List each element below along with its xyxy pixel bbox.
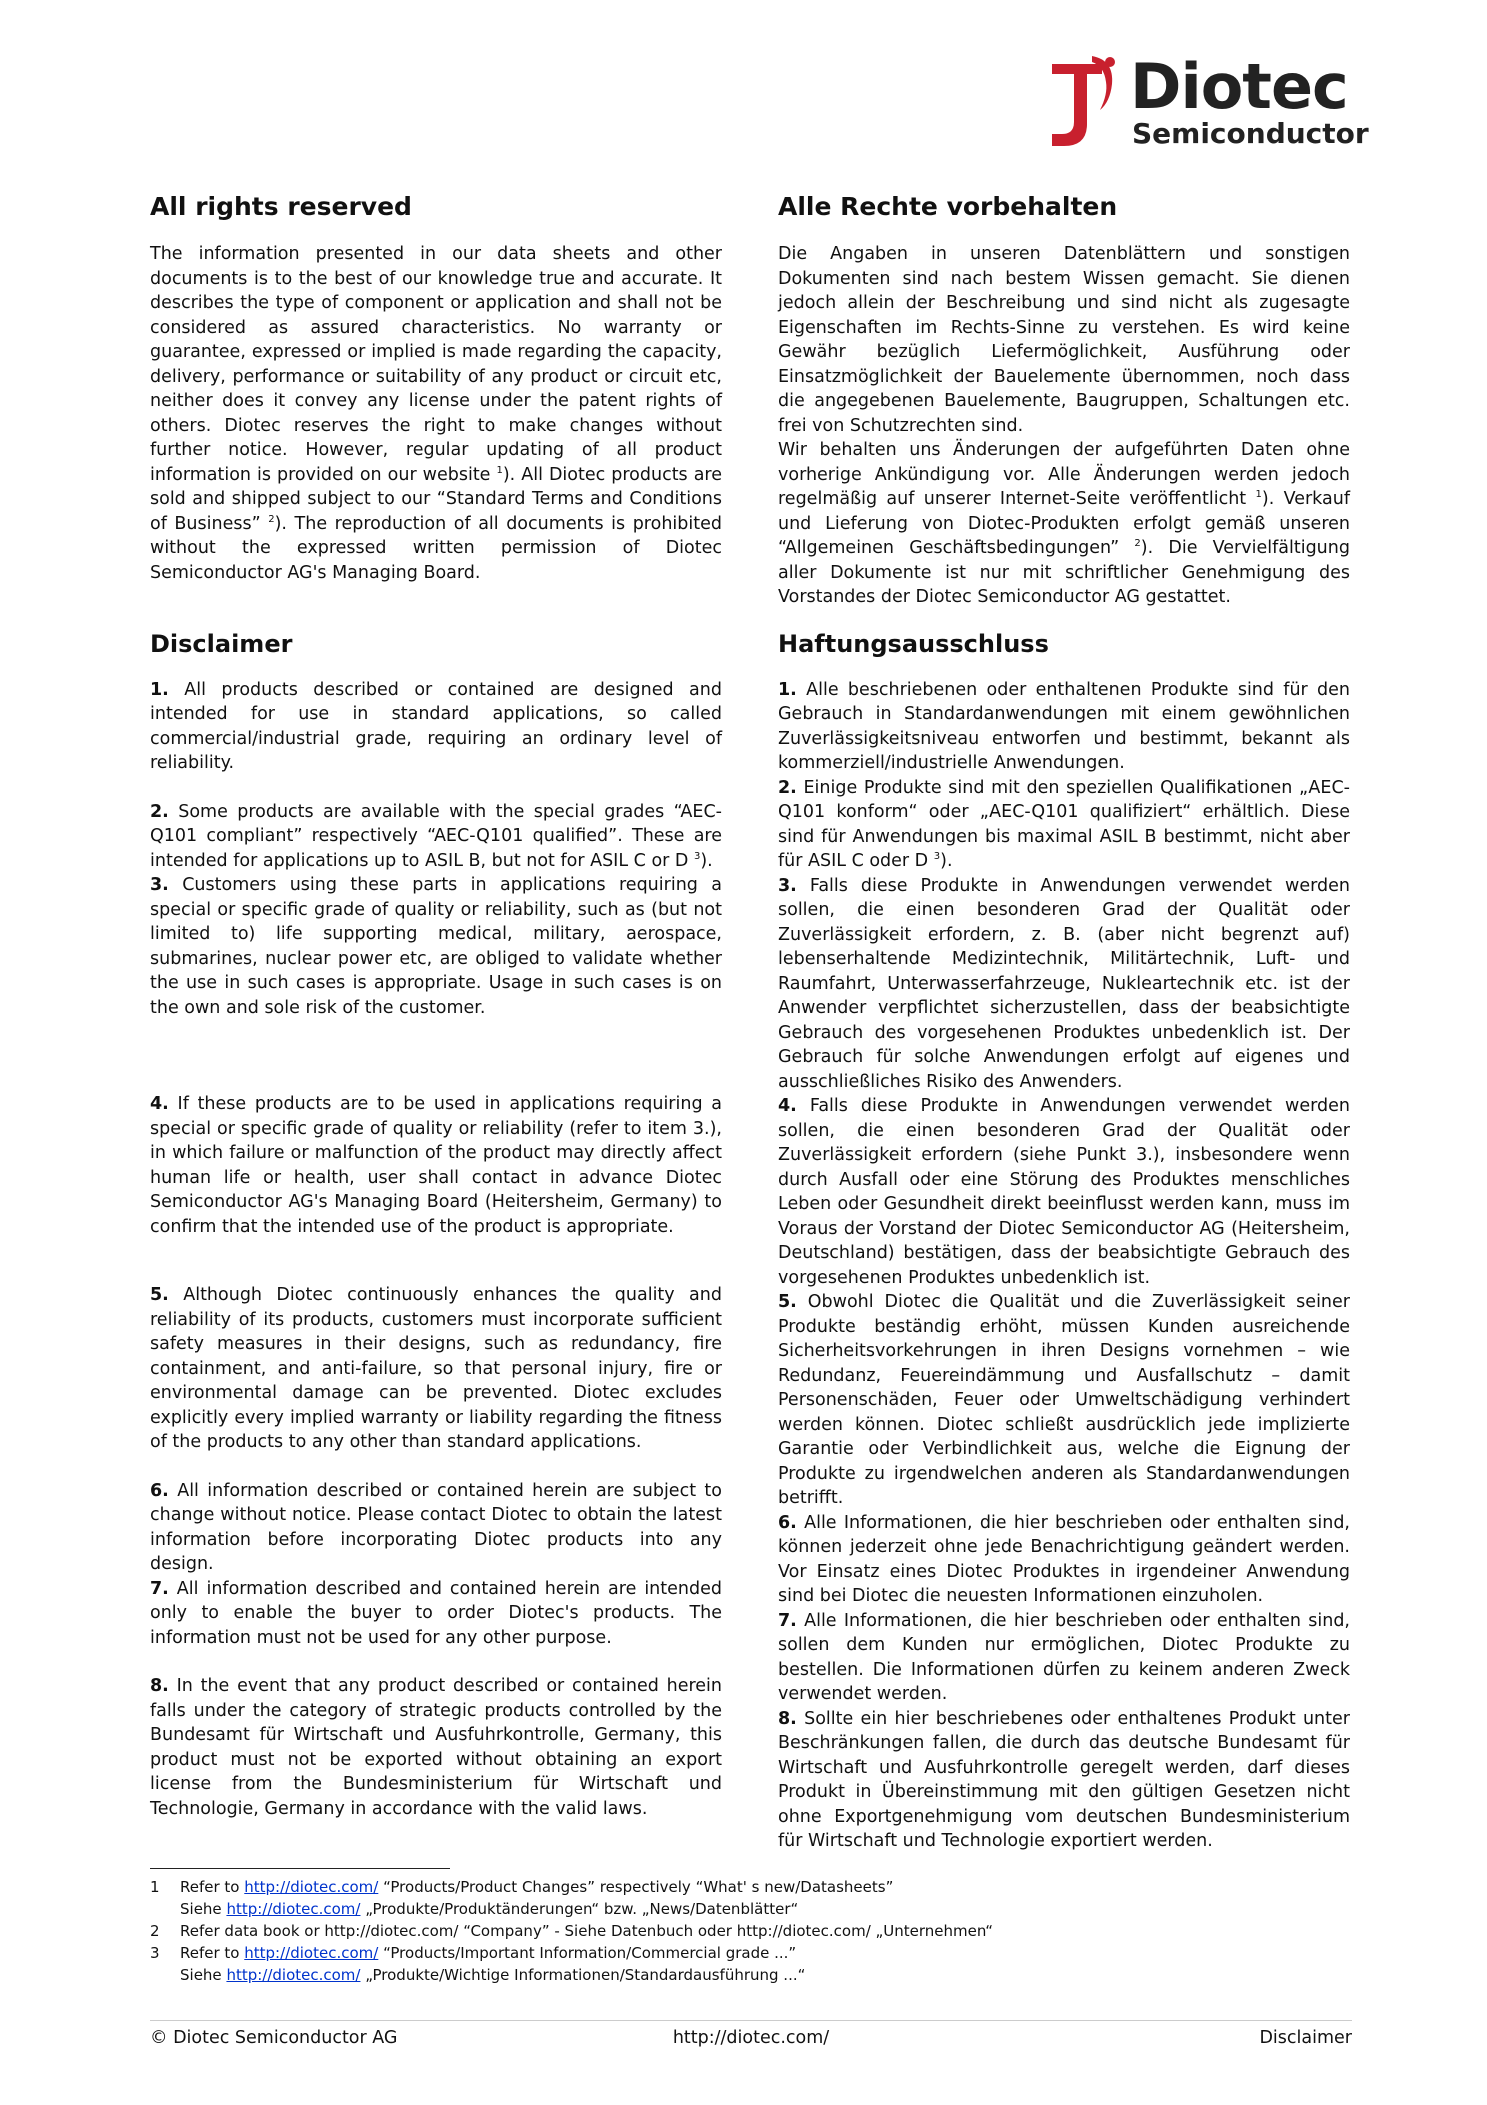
disclaimer-item-de-1: 1. Alle beschriebenen oder enthaltenen Produkte sind für den Gebrauch in Standardanwendungen mit einem gewöhnlichen Zuverlässigkeitsniveau entworfen und bestimmt, bekannt als kommerziell/industrielle Anwendungen. bbox=[778, 679, 1350, 774]
footnote-1: 1 Refer to http://diotec.com/ “Products/Product Changes” respectively “What' s new/Datasheets” bbox=[150, 1878, 894, 1896]
disclaimer-section-en bbox=[150, 610, 722, 1821]
logo-name: Diotec bbox=[1130, 50, 1348, 123]
disclaimer-item-en-6: 6. All information described or contained herein are subject to change without notice. Please contact Diotec to obtain the latest information before incorporating Diotec products into any design. bbox=[150, 1480, 722, 1575]
disclaimer-title-de: Haftungsausschluss bbox=[778, 629, 1049, 658]
logo-subtitle: Semiconductor bbox=[1132, 117, 1369, 150]
disclaimer-item-en-5: 5. Although Diotec continuously enhances the quality and reliability of its products, customers must incorporate sufficient safety measures in their designs, such as redundancy, fire containment, and anti-failure, so that personal injury, fire or environmental damage can be prevented. Diotec excludes explicitly every implied warranty or liability regarding the fitness of the products to any other than standard applications. bbox=[150, 1285, 722, 1453]
rights-text-de-2: Wir behalten uns Änderungen der aufgeführten Daten ohne vorherige Ankündigung vor. Alle Änderungen werden jedoch regelmäßig auf unserer Internet-Seite veröffentlicht $^1$). Verkauf und Lieferung von Diotec-Produkten erfolgt gemäß unseren “Allgemeinen Geschäftsbedingungen” $^2$). Die Vervielfältigung aller Dokumente ist nur mit schriftlicher Genehmigung des Vorstandes der Diotec Semiconductor AG gestattet. bbox=[778, 440, 1350, 607]
footnote-3-de: Siehe http://diotec.com/ „Produkte/Wichtige Informationen/Standardausführung ...“ bbox=[180, 1966, 806, 1984]
english-column bbox=[150, 192, 722, 1819]
footer-divider bbox=[150, 2020, 1352, 2021]
disclaimer-item-en-2: 2. Some products are available with the special grades “AEC-Q101 compliant” respectively “AEC-Q101 qualified”. These are intended for applications up to ASIL B, but not for ASIL C or D $^3$). bbox=[150, 801, 722, 871]
disclaimer-item-de-8: 8. Sollte ein hier beschriebenes oder enthaltenes Produkt unter Beschränkungen fallen, die durch das deutsche Bundesamt für Wirtschaft und Ausfuhrkontrolle geregelt werden, darf dieses Produkt in Übereinstimmung mit den gültigen Gesetzen nicht ohne Exportgenehmigung vom deutschen Bundesministerium für Wirtschaft und Technologie exportiert werden. bbox=[778, 1708, 1350, 1852]
diotec-logo bbox=[1042, 50, 1369, 154]
footer-page-label: Disclaimer bbox=[1259, 2028, 1352, 2048]
disclaimer-section-de bbox=[778, 610, 1350, 1854]
disclaimer-item-de-2: 2. Einige Produkte sind mit den speziellen Qualifikationen „AEC-Q101 konform“ oder „AEC-Q101 qualifiziert“ erhältlich. Diese sind für Anwendungen bis maximal ASIL B bestimmt, nicht aber für ASIL C oder D $^3$). bbox=[778, 777, 1350, 872]
footnote-1-de-link[interactable]: http://diotec.com/ bbox=[226, 1900, 361, 1918]
disclaimer-item-de-5: 5. Obwohl Diotec die Qualität und die Zuverlässigkeit seiner Produkte beständig erhöht, müssen Kunden ausreichende Sicherheitsvorkehrungen in ihren Designs vornehmen – wie Redundanz, Feuereindämmung und Ausfallschutz – damit Personenschäden, Feuer oder Umweltschädigung verhindert werden können. Diotec schließt ausdrücklich jede implizierte Garantie oder Verbindlichkeit aus, welche die Eignung der Produkte zu irgendwelchen anderen als Standardanwendungen betrifft. bbox=[778, 1292, 1350, 1509]
rights-title-en: All rights reserved bbox=[150, 192, 412, 221]
rights-title-de: Alle Rechte vorbehalten bbox=[778, 192, 1118, 221]
footnotes bbox=[150, 1876, 1350, 1986]
disclaimer-item-de-4: 4. Falls diese Produkte in Anwendungen verwendet werden sollen, die einen besonderen Grad der Qualität oder Zuverlässigkeit erfordern (siehe Punkt 3.), insbesondere wenn durch Ausfall oder eine Störung des Produktes menschliches Leben oder Gesundheit direkt beeinflusst werden kann, muss im Voraus der Vorstand der Diotec Semiconductor AG (Heitersheim, Deutschland) bestätigen, dass der beabsichtigte Gebrauch des vorgesehenen Produktes unbedenklich ist. bbox=[778, 1096, 1350, 1288]
footnote-divider bbox=[150, 1868, 450, 1869]
disclaimer-item-de-7: 7. Alle Informationen, die hier beschrieben oder enthalten sind, sollen dem Kunden nur ermöglichen, Diotec Produkte zu bestellen. Die Informationen dürfen zu keinem anderen Zweck verwendet werden. bbox=[778, 1610, 1350, 1705]
diotec-logo-mark-icon bbox=[1042, 54, 1122, 154]
disclaimer-item-de-6: 6. Alle Informationen, die hier beschrieben oder enthalten sind, können jederzeit ohne jede Benachrichtigung geändert werden. Vor Einsatz eines Diotec Produktes in irgendeiner Anwendung sind bei Diotec die neuesten Informationen einzuholen. bbox=[778, 1512, 1350, 1607]
footnote-2: 2 Refer data book or http://diotec.com/ “Company” - Siehe Datenbuch oder http://diotec.com/ „Unternehmen“ bbox=[150, 1922, 994, 1940]
footnote-1-de: Siehe http://diotec.com/ „Produkte/Produktänderungen“ bzw. „News/Datenblätter“ bbox=[180, 1900, 799, 1918]
rights-text-de: Die Angaben in unseren Datenblättern und sonstigen Dokumenten sind nach bestem Wissen gemacht. Sie dienen jedoch allein der Beschreibung und sind nicht als zugesagte Eigenschaften im Rechts-Sinne zu verstehen. Es wird keine Gewähr bezüglich Liefermöglichkeit, Ausführung oder Einsatzmöglichkeit der Bauelemente übernommen, noch dass die angegebenen Bauelemente, Baugruppen, Schaltungen etc. frei von Schutzrechten sind. bbox=[778, 244, 1350, 436]
footnote-3-link[interactable]: http://diotec.com/ bbox=[244, 1944, 379, 1962]
rights-section-de bbox=[778, 192, 1350, 610]
german-column bbox=[778, 192, 1350, 1852]
page-footer bbox=[150, 2028, 1352, 2056]
rights-section-en bbox=[150, 192, 722, 585]
disclaimer-item-en-7: 7. All information described and contained herein are intended only to enable the buyer to order Diotec's products. The information must not be used for any other purpose. bbox=[150, 1578, 722, 1648]
rights-text-en: The information presented in our data sheets and other documents is to the best of our knowledge true and accurate. It describes the type of component or application and shall not be considered as assured characteristics. No warranty or guarantee, expressed or implied is made regarding the capacity, delivery, performance or suitability of any product or circuit etc, neither does it convey any license under the patent rights of others. Diotec reserves the right to make changes without further notice. However, regular updating of all product information is provided on our website $^1$). All Diotec products are sold and shipped subject to our “Standard Terms and Conditions of Business” $^2$). The reproduction of all documents is prohibited without the expressed written permission of Diotec Semiconductor AG's Managing Board. bbox=[150, 244, 722, 583]
footnote-3: 3 Refer to http://diotec.com/ “Products/Important Information/Commercial grade ...” bbox=[150, 1944, 797, 1962]
disclaimer-item-en-4: 4. If these products are to be used in applications requiring a special or specific grade of quality or reliability (refer to item 3.), in which failure or malfunction of the product may directly affect human life or health, user shall contact in advance Diotec Semiconductor AG's Managing Board (Heitersheim, Germany) to confirm that the intended use of the product is appropriate. bbox=[150, 1094, 722, 1237]
footer-url: http://diotec.com/ bbox=[672, 2028, 830, 2048]
disclaimer-item-de-3: 3. Falls diese Produkte in Anwendungen verwendet werden sollen, die einen besonderen Grad der Qualität oder Zuverlässigkeit erfordern, z. B. (aber nicht begrenzt auf) lebenserhaltende Medizintechnik, Militärtechnik, Luft- und Raumfahrt, Unterwasserfahrzeuge, Nukleartechnik etc. ist der Anwender verpflichtet sicherzustellen, dass der beabsichtigte Gebrauch des vorgesehenen Produktes unbedenklich ist. Der Gebrauch für solche Anwendungen erfolgt auf eigenes und ausschließliches Risiko des Anwenders. bbox=[778, 875, 1350, 1092]
disclaimer-item-en-3: 3. Customers using these parts in applications requiring a special or specific grade of quality or reliability, such as (but not limited to) life supporting medical, military, aerospace, submarines, nuclear power etc, are obliged to validate whether the use in such cases is appropriate. Usage in such cases is on the own and sole risk of the customer. bbox=[150, 875, 722, 1018]
disclaimer-item-en-8: 8. In the event that any product described or contained herein falls under the category of strategic products controlled by the Bundesamt für Wirtschaft und Ausfuhrkontrolle, Germany, this product must not be exported without obtaining an export license from the Bundesministerium für Wirtschaft und Technologie, Germany in accordance with the valid laws. bbox=[150, 1676, 722, 1819]
disclaimer-item-en-1: 1. All products described or contained are designed and intended for use in standard applications, so called commercial/industrial grade, requiring an ordinary level of reliability. bbox=[150, 679, 722, 774]
footnote-3-de-link[interactable]: http://diotec.com/ bbox=[226, 1966, 361, 1984]
footer-copyright: © Diotec Semiconductor AG bbox=[150, 2028, 398, 2048]
footnote-1-link[interactable]: http://diotec.com/ bbox=[244, 1878, 379, 1896]
disclaimer-title-en: Disclaimer bbox=[150, 629, 293, 658]
